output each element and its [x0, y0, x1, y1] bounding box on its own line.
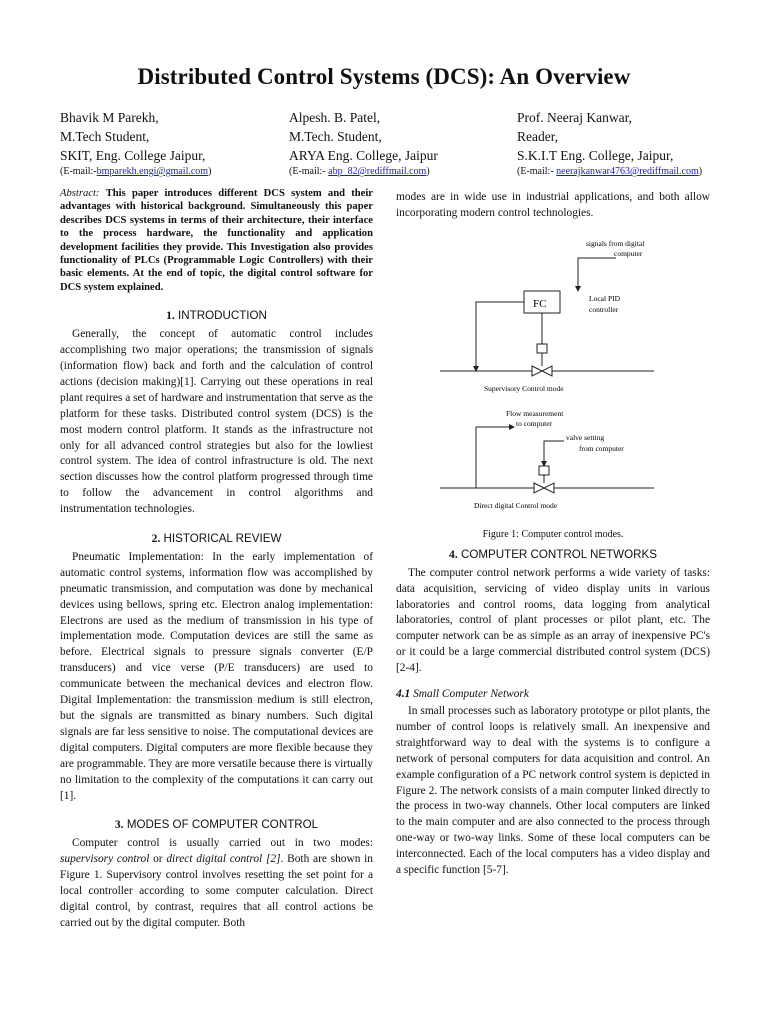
flow-arrow — [476, 427, 514, 488]
section-heading-historical-review: 2. HISTORICAL REVIEW — [151, 532, 282, 546]
control-valve-icon-2 — [534, 483, 554, 493]
figure-1 — [396, 226, 710, 538]
right-column — [396, 190, 710, 879]
small-network-paragraph: In small processes such as laboratory prototype or pilot plants, the number of control loops is relatively small. An inexpensive and straightforward way to deal with the systems is to configure a network of personal computers for data acquisition and control. An example configuration of a PC network control system is depicted in Figure 2. The network consists of a main computer linked directly to the process in two-way channels. Other local computers are linked to the main computer and are also connected to the process through one-way or two-way links. Some of these local computers can be interconnected. Each of the local computers has a video display and a specific function [5-7]. — [396, 704, 710, 877]
author-name: Alpesh. B. Patel, — [289, 110, 381, 125]
label-local-pid: Local PID — [589, 293, 621, 303]
control-modes-diagram — [396, 226, 710, 521]
valve-setting-arrow — [544, 441, 564, 466]
intro-paragraph: Generally, the concept of automatic control includes accomplishing two major operations; the transmission of signals (information flow) back and forth and the calculation of control actions (decision making)[1]. Carrying out these operations in real plant requires a set of hardware and instrumentation that serve as the platform for these tasks. Distributed control system (DCS) is the most modern control platform. It stands as the infrastructure not only for all advanced control strategies but also for the lowliest control system. The idea of control infrastructure is old. The next section discusses how the control platform progressed through time to follow the advancement in control algorithms and instrumentation technologies. — [60, 328, 373, 516]
label-fc: FC — [533, 297, 547, 310]
label-direct: Direct digital Control mode — [474, 500, 558, 510]
label-to-computer: to computer — [516, 418, 553, 428]
author-email-line: (E-mail:- abp_82@rediffmail.com) — [289, 166, 430, 177]
abstract-text: This paper introduces different DCS system and their advantages with historical background. Simultaneously this paper describes DCS systems in terms of their architecture, their interface to the process hardware, the functionality and application development facilities they provide. This Investigation also provides functionality of PLCs (Programmable Logic Controllers) with their basic elements. At the end of topic, the digital control software for DCS system explained. — [60, 188, 373, 293]
author-email-line: (E-mail:-bmparekh.engi@gmail.com) — [60, 166, 212, 177]
author-email-line: (E-mail:- neerajkanwar4763@rediffmail.com) — [517, 166, 703, 177]
modes-continuation: modes are in wide use in industrial applications, and both allow incorporating modern control technologies. — [396, 191, 710, 219]
valve-actuator-icon — [537, 344, 547, 353]
author-role: Reader, — [517, 129, 559, 144]
label-supervisory: Supervisory Control mode — [484, 383, 564, 393]
author-affiliation: S.K.I.T Eng. College, Jaipur, — [517, 148, 674, 163]
abstract-label: Abstract: — [60, 188, 100, 199]
author-name: Bhavik M Parekh, — [60, 110, 159, 125]
author-3 — [517, 108, 702, 178]
label-signals-computer: computer — [614, 248, 643, 258]
modes-paragraph: Computer control is usually carried out in two modes: supervisory control or direct digital control [2]. Both are shown in Figure 1. Supervisory control involves resetting the set point for a local controller according to some computer calculation. Direct digital control, by contrast, requires that all control actions be carried out by the digital computer. Both — [60, 837, 374, 929]
control-valve-icon — [532, 366, 552, 376]
author-affiliation: SKIT, Eng. College Jaipur, — [60, 148, 206, 163]
abstract — [60, 187, 373, 294]
measurement-line — [476, 302, 524, 371]
author-role: M.Tech. Student, — [289, 129, 382, 144]
section-heading-introduction: 1. INTRODUCTION — [166, 309, 267, 323]
label-flow-measurement: Flow measurement — [506, 408, 564, 418]
author-role: M.Tech Student, — [60, 129, 150, 144]
paper-title: Distributed Control Systems (DCS): An Overview — [137, 64, 631, 89]
author-1 — [60, 108, 211, 178]
label-signals-digital: signals from digital — [586, 238, 645, 248]
label-valve-setting: valve setting — [566, 432, 605, 442]
author-2 — [289, 108, 438, 178]
author-email-link[interactable]: neerajkanwar4763@rediffmail.com — [556, 166, 699, 177]
subsection-heading-small-network: 4.1 Small Computer Network — [396, 688, 529, 701]
label-from-computer: from computer — [579, 443, 624, 453]
networks-paragraph: The computer control network performs a wide variety of tasks: data acquisition, servicing of video display units in various laboratories and control rooms, data logging from analytical laboratories, control of plant processes or pilot plant, etc. The computer network can be as simple as an array of inexpensive PC's or it could be a large commercial distributed control system (DCS)[2-4]. — [396, 566, 710, 675]
left-column — [60, 187, 373, 932]
section-heading-networks: 4. COMPUTER CONTROL NETWORKS — [449, 547, 657, 561]
valve-actuator-icon-2 — [539, 466, 549, 475]
history-paragraph: Pneumatic Implementation: In the early implementation of automatic control systems, information flow was accomplished by pneumatic transmission, and computation was done by mechanical devices using bellows, spring etc. Electron analog implementation: Electrons are used as the medium of transmission in his type of implementation mode. Computation devices are still the same as before. Electrical signals to pressure signals converter (E/P transducers) and vice verse (P/E transducers) are used to communicate between the mechanical devices and electron flow. Digital Implementation: the transmission medium is still electron, but the signals are transmitted as binary numbers. Such digital signals are far less sensitive to noise. The computational devices are digital computers. Digital computers are more flexible because they are programmable. They are more versatile because there is virtually no limitation to the complexity of the computations it can carry out [1]. — [60, 550, 373, 802]
label-controller: controller — [589, 304, 619, 314]
figure-caption: Figure 1: Computer control modes. — [482, 528, 624, 540]
section-heading-modes: 3. MODES OF COMPUTER CONTROL — [114, 818, 319, 832]
author-name: Prof. Neeraj Kanwar, — [517, 110, 632, 125]
author-email-link[interactable]: bmparekh.engi@gmail.com — [96, 166, 209, 177]
signal-arrow-digital — [578, 258, 616, 291]
author-affiliation: ARYA Eng. College, Jaipur — [289, 148, 438, 163]
author-email-link[interactable]: abp_82@rediffmail.com — [328, 166, 427, 177]
